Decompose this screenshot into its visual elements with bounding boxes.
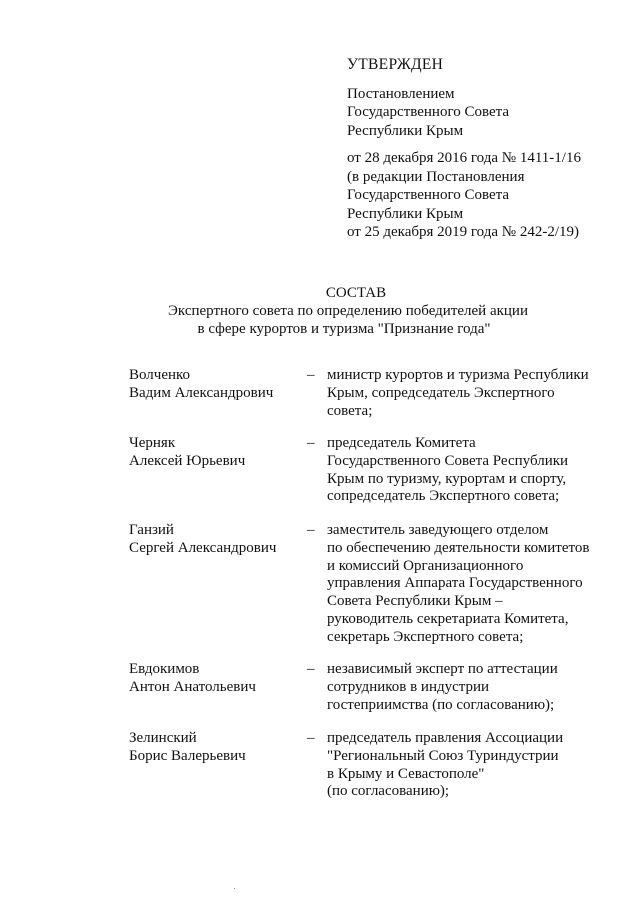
member-dash: –: [307, 730, 315, 746]
approval-heading: УТВЕРЖДЕН: [347, 56, 444, 73]
member-role-line: заместитель заведующего отделом: [327, 522, 549, 538]
member-given-name: Вадим Александрович: [129, 384, 274, 401]
approval-decree-line: Постановлением: [347, 85, 455, 102]
member-role-line: гостеприимства (по согласованию);: [327, 696, 555, 713]
member-dash: –: [307, 522, 315, 538]
member-role-line: (по согласованию);: [327, 783, 450, 800]
member-given-name: Борис Валерьевич: [129, 747, 246, 764]
member-surname: Евдокимов: [129, 661, 200, 677]
member-role-line: Совета Республики Крым –: [327, 593, 503, 610]
member-role-line: управления Аппарата Государственного: [327, 575, 583, 592]
member-role-line: Государственного Совета Республики: [327, 452, 569, 469]
member-role-line: независимый эксперт по аттестации: [327, 661, 558, 677]
member-surname: Черняк: [129, 435, 176, 451]
member-dash: –: [307, 661, 315, 677]
member-dash: –: [307, 367, 315, 383]
member-name: [129, 435, 304, 471]
member-role-line: секретарь Экспертного совета;: [327, 628, 524, 645]
document-title: [0, 284, 640, 338]
member-given-name: Алексей Юрьевич: [129, 452, 246, 469]
member-role-line: сопредседатель Экспертного совета;: [327, 488, 560, 505]
member-role: [327, 661, 602, 714]
member-role-line: и комиссий Организационного: [327, 557, 524, 574]
member-name: [129, 522, 304, 558]
member-role-line: совета;: [327, 402, 373, 419]
member-role-line: министр курортов и туризма Республики: [327, 367, 589, 383]
member-name: [129, 730, 304, 766]
member-role-line: председатель Комитета: [327, 435, 476, 451]
member-name: [129, 661, 304, 697]
approval-decree: [347, 85, 632, 141]
member-surname: Ганзий: [129, 522, 174, 538]
approval-date-line: от 25 декабря 2019 года № 242-2/19): [347, 224, 580, 240]
member-given-name: Антон Анатольевич: [129, 678, 256, 695]
member-role-line: по обеспечению деятельности комитетов: [327, 539, 590, 556]
member-role-line: руководитель секретариата Комитета,: [327, 610, 569, 627]
title-heading: СОСТАВ: [325, 285, 387, 301]
member-role-line: сотрудников в индустрии: [327, 678, 490, 695]
member-role-line: председатель правления Ассоциации: [327, 730, 564, 746]
approval-decree-line: Республики Крым: [347, 122, 464, 139]
approval-stamp: [347, 56, 632, 242]
member-role: [327, 367, 602, 420]
member-role: [327, 522, 602, 647]
member-dash: –: [307, 435, 315, 451]
approval-date-line: Республики Крым: [347, 205, 464, 222]
member-role-line: "Региональный Союз Туриндустрии: [327, 747, 559, 764]
member-name: [129, 367, 304, 403]
member-surname: Волченко: [129, 367, 191, 383]
member-surname: Зелинский: [129, 730, 197, 746]
member-role-line: Крым, сопредседатель Экспертного: [327, 384, 555, 401]
member-given-name: Сергей Александрович: [129, 539, 277, 556]
approval-date-line: Государственного Совета: [347, 187, 510, 203]
approval-date: [347, 149, 632, 242]
member-role: [327, 435, 602, 506]
approval-decree-line: Государственного Совета: [347, 104, 510, 120]
scan-speck: [234, 888, 235, 889]
title-subtitle-line: в сфере курортов и туризма "Признание года": [197, 321, 491, 337]
member-role-line: в Крыму и Севастополе": [327, 765, 485, 782]
member-role-line: Крым по туризму, курортам и спорту,: [327, 470, 567, 487]
approval-date-line: от 28 декабря 2016 года № 1411-1/16: [347, 150, 581, 166]
title-subtitle-line: Экспертного совета по определению победителей акции: [168, 303, 528, 319]
member-role: [327, 730, 602, 801]
approval-date-line: (в редакции Постановления: [347, 168, 525, 185]
